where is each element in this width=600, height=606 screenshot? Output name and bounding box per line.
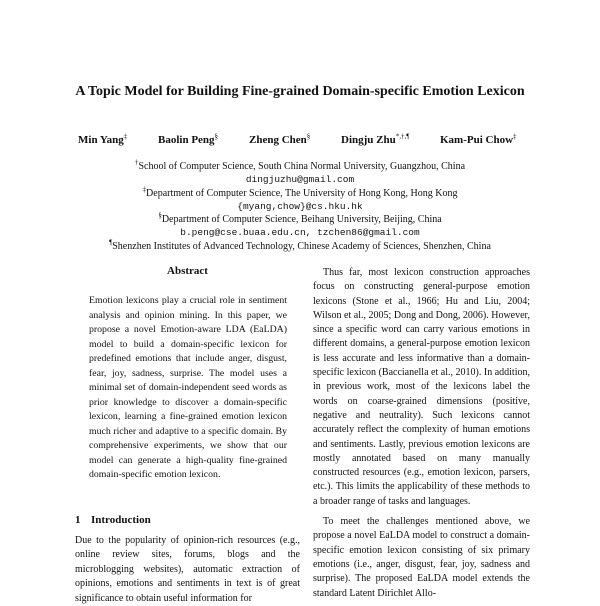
- right-column: [313, 266, 530, 601]
- author-list: [70, 134, 540, 150]
- email-scnu: dingjuzhu@gmail.com: [245, 174, 355, 185]
- email-beihang: b.peng@cse.buaa.edu.cn, tzchen86@gmail.com: [180, 227, 420, 238]
- author-kam-pui-chow: Kam-Pui Chow‡: [440, 132, 517, 146]
- author-baolin-peng: Baolin Peng§: [158, 132, 219, 146]
- email-hku: {myang,chow}@cs.hku.hk: [237, 201, 363, 212]
- affiliation-hku: ‡Department of Computer Science, The University of Hong Kong, Hong Kong: [142, 185, 458, 199]
- right-paragraph-2: To meet the challenges mentioned above, we propose a novel EaLDA model to construct a domain-specific emotion lexicon consisting of six primary emotions (i.e., anger, disgust, fear, joy, sadness and surprise). The proposed EaLDA model extends the standard Latent Dirichlet Allo-: [313, 516, 530, 599]
- abstract-text: Emotion lexicons play a crucial role in sentiment analysis and opinion mining. In this paper, we propose a novel Emotion-aware LDA (EaLDA) model to build a domain-specific lexicon for predefined emotions that include anger, disgust, fear, joy, sadness, surprise. The model uses a minimal set of domain-independent seed words as prior knowledge to discover a domain-specific lexicon, learning a fine-grained emotion lexicon much richer and adaptive to a specific domain. By comprehensive experiments, we show that our model can generate a high-quality fine-grained domain-specific emotion lexicon.: [89, 295, 287, 480]
- author-min-yang: Min Yang‡: [78, 132, 128, 146]
- section-heading-introduction: 1 Introduction: [75, 514, 151, 526]
- abstract-heading: Abstract: [167, 265, 208, 277]
- affiliation-beihang: §Department of Computer Science, Beihang University, Beijing, China: [158, 211, 442, 225]
- author-dingju-zhu: Dingju Zhu*,†,¶: [341, 132, 410, 146]
- paper-title: A Topic Model for Building Fine-grained Domain-specific Emotion Lexicon: [75, 84, 525, 99]
- right-paragraph-1: Thus far, most lexicon construction approaches focus on constructing general-purpose emotion lexicons (Stone et al., 1966; Hu and Liu, 2004; Wilson et al., 2005; Dong and Dong, 2006). However, since a specific word can carry various emotions in different domains, a general-purpose emotion lexicon is less accurate and less informative than a domain-specific lexicon (Baccianella et al., 2010). In addition, in previous work, most of the lexicons label the words on coarse-grained dimensions (positive, negative and neutrality). Such lexicons cannot accurately reflect the complexity of human emotions and sentiments. Lastly, previous emotion lexicons are mostly annotated based on many manually constructed resources (e.g., emotion lexicon, parsers, etc.). This limits the applicability of these methods to a broader range of tasks and languages.: [313, 267, 530, 507]
- introduction-paragraph: Due to the popularity of opinion-rich resources (e.g., online review sites, forums, blogs and the microblogging websites), automatic extraction of opinions, emotions and sentiments in text is of great significance to obtain useful information for: [75, 535, 300, 604]
- affiliation-siat: ¶Shenzhen Institutes of Advanced Technology, Chinese Academy of Sciences, Shenzhen, China: [109, 238, 491, 252]
- affiliation-scnu: †School of Computer Science, South China Normal University, Guangzhou, China: [134, 158, 466, 172]
- author-zheng-chen: Zheng Chen§: [249, 132, 311, 146]
